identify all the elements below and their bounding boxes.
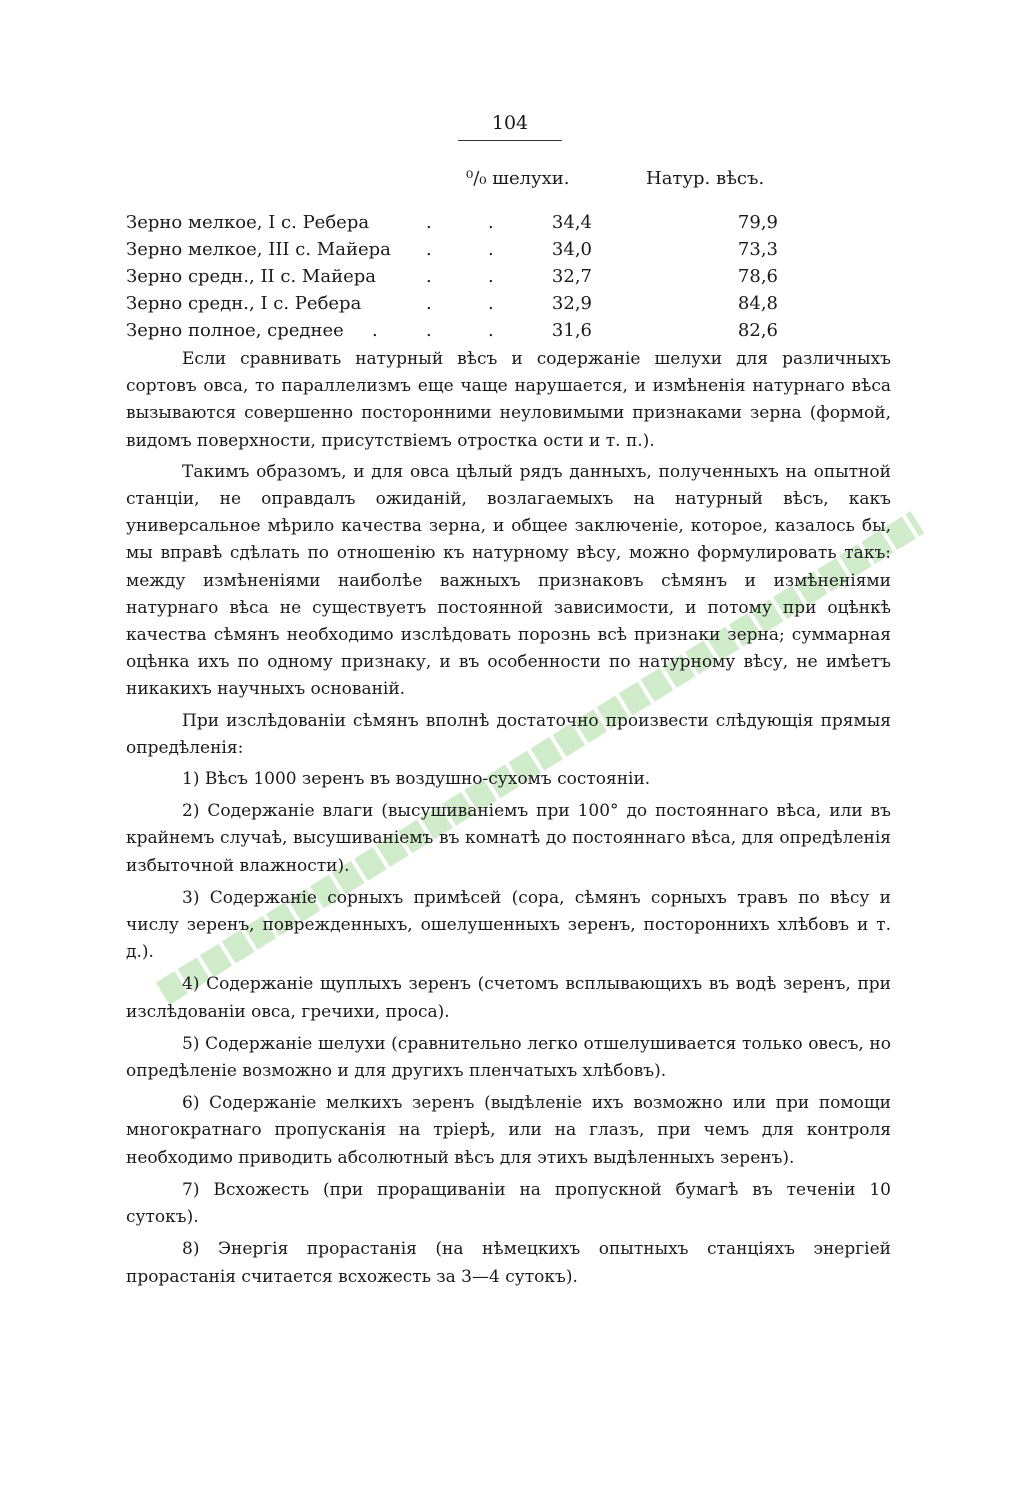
leader-dot: . xyxy=(488,293,494,314)
page-number-rule xyxy=(458,140,562,141)
row-label: Зерно средн., II с. Майера xyxy=(126,266,376,287)
leader-dot: . xyxy=(488,320,494,341)
row-label: Зерно мелкое, I с. Ребера xyxy=(126,212,370,233)
husk-value: 32,7 xyxy=(551,266,592,287)
page-number: 104 xyxy=(491,112,529,134)
row-label: Зерно средн., I с. Ребера xyxy=(126,293,362,314)
leader-dot: . xyxy=(426,293,432,314)
list-item: 6) Содержаніе мелкихъ зеренъ (выдѣленіе ихъ возможно или при помощи многократнаго пропусканія на тріерѣ, или на глазъ, при чемъ для контроля необходимо приводить абсолютный вѣсъ для этихъ выдѣленныхъ зеренъ). xyxy=(126,1093,891,1168)
weight-value: 84,8 xyxy=(737,293,778,314)
list-item: 5) Содержаніе шелухи (сравнительно легко отшелушивается только овесъ, но опредѣленіе возможно и для другихъ пленчатыхъ хлѣбовъ). xyxy=(126,1033,891,1082)
paragraph: Такимъ образомъ, и для овса цѣлый рядъ данныхъ, полученныхъ на опытной станціи, не оправдалъ ожиданій, возлагаемыхъ на натурный вѣсъ, какъ универсальное мѣрило качества зерна, и общее заключеніе, которое, казалось бы, мы вправѣ сдѣлать по отношенію къ натурному вѣсу, можно формулировать такъ: между измѣненіями наиболѣе важныхъ признаковъ сѣмянъ и измѣненіями натурнаго вѣса не существуетъ постоянной зависимости, и потому при оцѣнкѣ качества сѣмянъ необходимо изслѣдовать порознь всѣ признаки зерна; суммарная оцѣнка ихъ по одному признаку, и въ особенности по натурному вѣсу, не имѣетъ никакихъ научныхъ основаній. xyxy=(126,461,891,700)
leader-dot: . xyxy=(426,212,432,233)
leader-dot: . xyxy=(488,266,494,287)
husk-value: 34,0 xyxy=(551,239,592,260)
leader-dot: . xyxy=(488,239,494,260)
paragraph: Если сравнивать натурный вѣсъ и содержаніе шелухи для различныхъ сортовъ овса, то параллелизмъ еще чаще нарушается, и измѣненія натурнаго вѣса вызываются совершенно посторонними неуловимыми признаками зерна (формой, видомъ поверхности, присутствіемъ отростка ости и т. п.). xyxy=(126,349,891,451)
leader-dot: . xyxy=(426,320,432,341)
row-label: Зерно полное, среднее xyxy=(126,320,344,341)
paragraph: При изслѣдованіи сѣмянъ вполнѣ достаточно произвести слѣдующія прямыя опредѣленія: xyxy=(126,710,891,758)
column-header-husk: ⁰/₀ шелухи. xyxy=(466,168,570,189)
row-label: Зерно мелкое, III с. Майера xyxy=(126,239,391,260)
husk-value: 32,9 xyxy=(551,293,592,314)
list-item: 3) Содержаніе сорныхъ примѣсей (сора, сѣмянъ сорныхъ травъ по вѣсу и числу зеренъ, поврежденныхъ, ошелушенныхъ зеренъ, постороннихъ хлѣбовъ и т. д.). xyxy=(126,887,891,963)
weight-value: 82,6 xyxy=(737,320,778,341)
list-item: 1) Вѣсъ 1000 зеренъ въ воздушно-сухомъ состояніи. xyxy=(182,769,651,790)
weight-value: 73,3 xyxy=(737,239,778,260)
list-item: 7) Всхожесть (при проращиваніи на пропускной бумагѣ въ теченіи 10 сутокъ). xyxy=(126,1179,891,1228)
leader-dot: . xyxy=(372,320,378,341)
weight-value: 78,6 xyxy=(737,266,778,287)
list-item: 4) Содержаніе щуплыхъ зеренъ (счетомъ всплывающихъ въ водѣ зеренъ, при изслѣдованіи овса, гречихи, проса). xyxy=(126,974,891,1022)
husk-value: 34,4 xyxy=(551,212,592,233)
list-item: 2) Содержаніе влаги (высушиваніемъ при 100° до постояннаго вѣса, или въ крайнемъ случаѣ, высушиваніемъ въ комнатѣ до постояннаго вѣса, для опредѣленія избыточной влажности). xyxy=(126,801,891,876)
column-header-weight: Натур. вѣсъ. xyxy=(646,168,765,189)
leader-dot: . xyxy=(488,212,494,233)
husk-value: 31,6 xyxy=(551,320,592,341)
leader-dot: . xyxy=(426,239,432,260)
list-item: 8) Энергія прорастанія (на нѣмецкихъ опытныхъ станціяхъ энергіей прорастанія считается всхожесть за 3—4 сутокъ). xyxy=(126,1239,891,1287)
body-text xyxy=(126,346,891,1296)
weight-value: 79,9 xyxy=(737,212,778,233)
leader-dot: . xyxy=(426,266,432,287)
